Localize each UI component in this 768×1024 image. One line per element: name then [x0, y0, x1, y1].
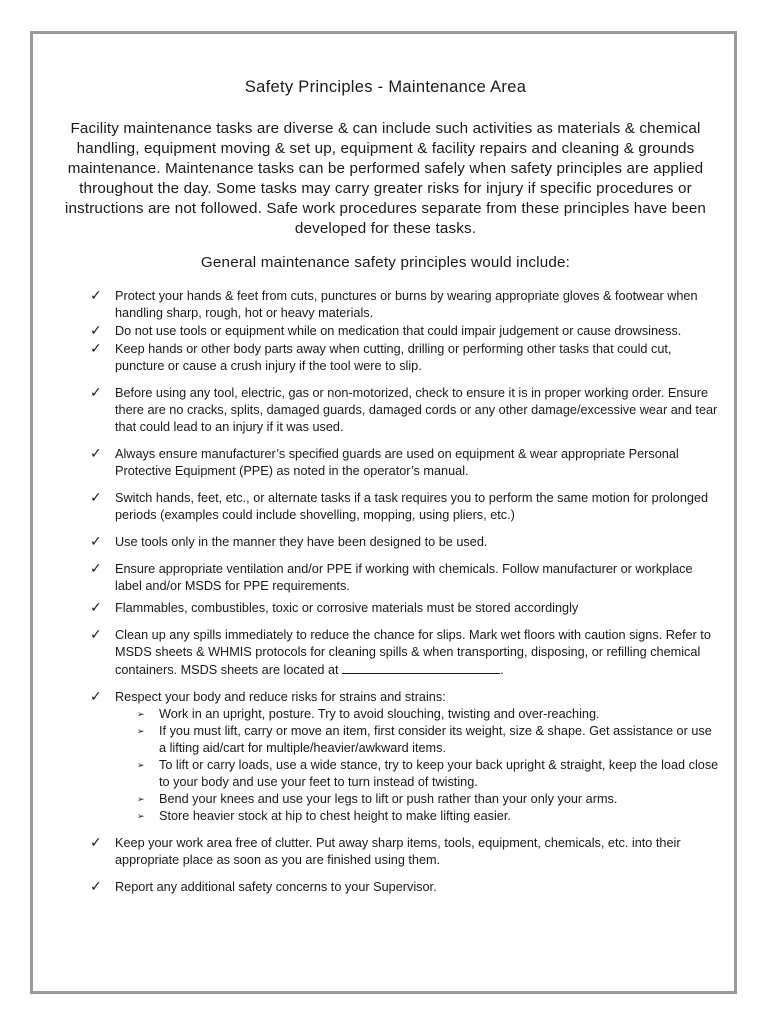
list-item — [49, 835, 722, 869]
list-item — [49, 879, 722, 896]
list-item — [49, 323, 722, 340]
checkmark-icon: ✓ — [90, 688, 102, 704]
fill-in-blank-line — [342, 661, 500, 674]
arrow-bullet-icon: ➢ — [137, 709, 145, 719]
item-text: Keep your work area free of clutter. Put away sharp items, tools, equipment, chemicals, etc. into their appropriate place as soon as you are finished using them. — [115, 836, 681, 867]
list-item — [49, 385, 722, 436]
checkmark-icon: ✓ — [90, 560, 102, 576]
item-text: Flammables, combustibles, toxic or corrosive materials must be stored accordingly — [115, 601, 579, 615]
principles-list — [49, 288, 722, 896]
sub-item-text: If you must lift, carry or move an item, first consider its weight, size & shape. Get assistance or use a lifting aid/cart for multiple/heavier/awkward items. — [159, 724, 712, 755]
list-item: ✓ Clean up any spills immediately to reduce the chance for slips. Mark wet floors with caution signs. Refer to MSDS sheets & WHMIS protocols for cleaning spills & when transporting, disposing, or refilling chemical containers. MSDS sheets are located at . — [90, 626, 711, 677]
page-border — [30, 31, 737, 994]
list-item — [49, 341, 722, 375]
checkmark-icon: ✓ — [90, 287, 102, 303]
arrow-bullet-icon: ➢ — [137, 726, 145, 736]
sub-item-text: Work in an upright, posture. Try to avoid slouching, twisting and over-reaching. — [159, 707, 600, 721]
checkmark-icon: ✓ — [90, 489, 102, 505]
checkmark-icon: ✓ — [90, 599, 102, 615]
arrow-bullet-icon: ➢ — [137, 794, 145, 804]
checkmark-icon: ✓ — [90, 445, 102, 461]
item-text: Protect your hands & feet from cuts, punctures or burns by wearing appropriate gloves & footwear when handling sharp, rough, hot or heavy materials. — [115, 289, 698, 320]
sub-item-text: Store heavier stock at hip to chest height to make lifting easier. — [159, 809, 511, 823]
sub-item-text: Bend your knees and use your legs to lift or push rather than your only your arms. — [159, 792, 618, 806]
sub-list-item — [115, 791, 722, 808]
list-item — [49, 490, 722, 524]
sub-item-text: To lift or carry loads, use a wide stance, try to keep your back upright & straight, keep the load close to your body and use your feet to turn instead of twisting. — [159, 758, 719, 789]
sub-list-item — [115, 808, 722, 825]
arrow-bullet-icon: ➢ — [137, 811, 145, 821]
sub-list-item — [115, 723, 722, 757]
checkmark-icon: ✓ — [90, 533, 102, 549]
page-title: Safety Principles - Maintenance Area — [244, 78, 527, 96]
checkmark-icon: ✓ — [90, 384, 102, 400]
checkmark-icon: ✓ — [90, 626, 102, 642]
item-text: Report any additional safety concerns to your Supervisor. — [115, 880, 437, 894]
list-heading: General maintenance safety principles would include: — [200, 254, 571, 271]
checkmark-icon: ✓ — [90, 834, 102, 850]
arrow-bullet-icon: ➢ — [137, 760, 145, 770]
item-text: Ensure appropriate ventilation and/or PPE if working with chemicals. Follow manufacturer or workplace label and/or MSDS for PPE requirements. — [115, 562, 693, 593]
item-text: Do not use tools or equipment while on medication that could impair judgement or cause drowsiness. — [115, 324, 682, 338]
sub-list-item — [115, 706, 722, 723]
item-text: Before using any tool, electric, gas or non-motorized, check to ensure it is in proper working order. Ensure there are no cracks, splits, damaged guards, damaged cords or any other damage/excessive wear and tear that could lead to an injury if it was used. — [115, 386, 718, 434]
item-text: Clean up any spills immediately to reduce the chance for slips. Mark wet floors with caution signs. Refer to MSDS sheets & WHMIS protocols for cleaning spills & when transporting, disposing, or refilling chemical containers. MSDS sheets are located at — [115, 628, 711, 677]
checkmark-icon: ✓ — [90, 340, 102, 356]
list-item — [49, 689, 722, 825]
sub-list — [115, 706, 722, 825]
list-item — [49, 561, 722, 595]
list-item — [49, 288, 722, 322]
checkmark-icon: ✓ — [90, 878, 102, 894]
sub-list-item — [115, 757, 722, 791]
list-item — [49, 446, 722, 480]
checkmark-icon: ✓ — [90, 322, 102, 338]
intro-paragraph: Facility maintenance tasks are diverse & can include such activities as materials & chemical handling, equipment moving & set up, equipment & facility repairs and cleaning & grounds maintenance. Maintenance tasks can be performed safely when safety principles are applied throughout the day. Some tasks may carry greater risks for injury if specific procedures or instructions are not followed. Safe work procedures separate from these principles have been developed for these tasks. — [64, 120, 707, 237]
item-text: Keep hands or other body parts away when cutting, drilling or performing other tasks that could cut, puncture or cause a crush injury if the tool were to slip. — [115, 342, 672, 373]
item-text: Respect your body and reduce risks for strains and strains: — [115, 690, 446, 704]
item-text: Use tools only in the manner they have been designed to be used. — [115, 535, 488, 549]
list-item — [49, 600, 722, 617]
item-text: Switch hands, feet, etc., or alternate tasks if a task requires you to perform the same motion for prolonged periods (examples could include shovelling, mopping, using pliers, etc.) — [115, 491, 709, 522]
list-item — [49, 534, 722, 551]
item-text: Always ensure manufacturer’s specified guards are used on equipment & wear appropriate Personal Protective Equipment (PPE) as noted in the operator’s manual. — [115, 447, 679, 478]
